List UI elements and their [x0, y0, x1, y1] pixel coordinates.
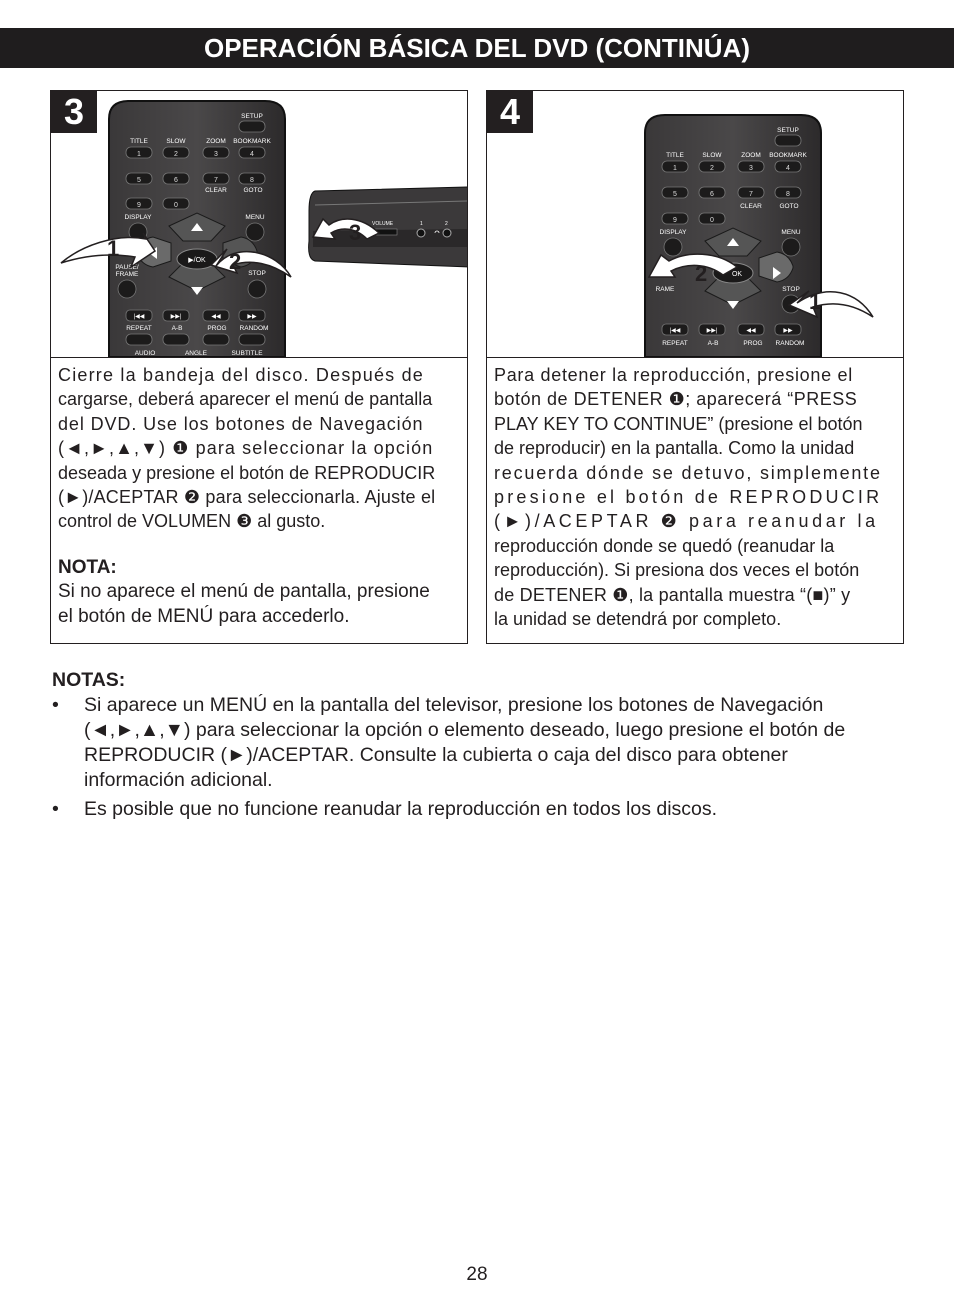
setup-button[interactable] [239, 121, 265, 132]
label-pause: PAUSE/ [115, 264, 139, 271]
svg-text:CLEAR: CLEAR [740, 203, 762, 210]
label-audio: AUDIO [134, 350, 156, 357]
svg-text:REPEAT: REPEAT [662, 340, 688, 347]
svg-text:SETUP: SETUP [777, 127, 799, 134]
svg-text:RAME: RAME [655, 286, 675, 293]
svg-text:DISPLAY: DISPLAY [659, 229, 687, 236]
callout-2: 2 [229, 249, 242, 274]
label-title: TITLE [130, 138, 148, 145]
svg-text:|◀◀: |◀◀ [669, 328, 681, 334]
nota-heading: NOTA: [58, 556, 117, 578]
headphone-jack-2 [443, 229, 451, 237]
svg-text:STOP: STOP [782, 286, 800, 293]
label-zoom: ZOOM [206, 138, 226, 145]
setup-button[interactable] [775, 135, 801, 146]
label-frame: FRAME [115, 271, 139, 278]
svg-text:◀◀: ◀◀ [746, 328, 756, 334]
label-goto: GOTO [243, 187, 263, 194]
label-setup: SETUP [241, 113, 263, 120]
label-subtitle: SUBTITLE [231, 350, 263, 357]
step-3-illustration [51, 91, 467, 358]
svg-text:BOOKMARK: BOOKMARK [769, 152, 807, 159]
svg-text:5: 5 [137, 177, 141, 184]
svg-text:PROG: PROG [743, 340, 763, 347]
label-stop: STOP [248, 270, 266, 277]
svg-text:1: 1 [673, 165, 677, 172]
svg-text:1: 1 [137, 151, 141, 158]
svg-text:6: 6 [174, 177, 178, 184]
label-menu: MENU [245, 214, 265, 221]
step-number: 4 [487, 91, 533, 133]
svg-text:▶▶: ▶▶ [783, 328, 793, 334]
label-bookmark: BOOKMARK [233, 138, 271, 145]
step-4-panel [486, 90, 904, 644]
svg-text:3: 3 [749, 165, 753, 172]
svg-text:◀◀: ◀◀ [211, 314, 221, 320]
list-item: • Es posible que no funcione reanudar la reproducción en todos los discos. [52, 797, 912, 822]
list-item: • Si aparece un MENÚ en la pantalla del televisor, presione los botones de Navegación (◄,►,▲,▼) para seleccionar la opción o elemento deseado, luego presione el botón de REPRODUCIR (►)/ACEPTAR. Consulte la cubierta o caja del disco para obtener información adicional. [52, 693, 912, 793]
svg-text:9: 9 [137, 202, 141, 209]
svg-text:8: 8 [250, 177, 254, 184]
svg-text:2: 2 [445, 221, 448, 227]
svg-text:▶▶: ▶▶ [247, 314, 257, 320]
label-slow: SLOW [166, 138, 186, 145]
label-repeat: REPEAT [126, 325, 152, 332]
display-button[interactable] [664, 238, 682, 256]
callout-3: 3 [349, 220, 362, 245]
callout-1: 1 [107, 236, 120, 261]
callout-1: 1 [809, 289, 822, 314]
svg-text:4: 4 [250, 151, 254, 158]
svg-text:4: 4 [786, 165, 790, 172]
svg-text:0: 0 [174, 202, 178, 209]
svg-text:A-B: A-B [707, 340, 719, 347]
svg-text:2: 2 [174, 151, 178, 158]
svg-text:MENU: MENU [781, 229, 801, 236]
svg-text:TITLE: TITLE [666, 152, 684, 159]
svg-text:0: 0 [710, 217, 714, 224]
page-title: OPERACIÓN BÁSICA DEL DVD (CONTINÚA) [0, 28, 954, 68]
svg-text:GOTO: GOTO [779, 203, 799, 210]
notes-heading: NOTAS: [52, 669, 126, 691]
remote-control-illustration [51, 91, 467, 357]
svg-text:7: 7 [214, 177, 218, 184]
remote-control-illustration-4 [487, 91, 903, 357]
label-random: RANDOM [239, 325, 269, 332]
svg-text:SLOW: SLOW [702, 152, 722, 159]
label-display: DISPLAY [124, 214, 152, 221]
label-clear: CLEAR [205, 187, 227, 194]
svg-text:1: 1 [420, 221, 423, 227]
label-angle: ANGLE [184, 350, 208, 357]
page-number: 28 [466, 1264, 488, 1285]
step-number: 3 [51, 91, 97, 133]
svg-text:2: 2 [710, 165, 714, 172]
repeat-button[interactable] [126, 334, 152, 345]
svg-text:5: 5 [673, 191, 677, 198]
svg-text:9: 9 [673, 217, 677, 224]
step-4-text: Para detener la reproducción, presione el botón de DETENER ❶; aparecerá “PRESS PLAY KEY TO CONTINUE” (presione el botón de reproducir) en la pantalla. Como la unidad recuerda dónde se detuvo, simplemente presione el botón de REPRODUCIR (►)/ACEPTAR ❷ para reanudar la reproducción donde se quedó (reanudar la reproducción). Si presiona dos veces el botón de DETENER ❶, la pantalla muestra “(■)” y la unidad se detendrá por completo. [494, 365, 883, 630]
step-3-text: Cierre la bandeja del disco. Después de cargarse, deberá aparecer el menú de pantalla del DVD. Use los botones de Navegación (◄,►,▲,▼) ❶ para seleccionar la opción deseada y presione el botón de REPRODUCIR (►)/ACEPTAR ❷ para seleccionarla. Ajuste el control de VOLUMEN ❸ al gusto. NOTA: Si no aparece el menú de pantalla, presione el botón de MENÚ para accederlo. [58, 363, 462, 629]
label-prog: PROG [207, 325, 227, 332]
notes-section [52, 668, 912, 826]
svg-text:RANDOM: RANDOM [775, 340, 805, 347]
svg-text:OK: OK [731, 271, 743, 278]
pause-frame-button[interactable] [118, 280, 136, 298]
svg-text:3: 3 [214, 151, 218, 158]
random-button[interactable] [239, 334, 265, 345]
stop-button[interactable] [248, 280, 266, 298]
svg-text:8: 8 [786, 191, 790, 198]
menu-button[interactable] [782, 238, 800, 256]
label-ab: A-B [171, 325, 183, 332]
svg-text:ZOOM: ZOOM [741, 152, 761, 159]
headphone-jack-1 [417, 229, 425, 237]
svg-text:7: 7 [749, 191, 753, 198]
svg-text:▶/OK: ▶/OK [188, 257, 206, 264]
svg-text:|◀◀: |◀◀ [133, 314, 145, 320]
step-3-panel [50, 90, 468, 644]
step-4-illustration [487, 91, 903, 358]
callout-2: 2 [695, 261, 708, 286]
svg-text:▶▶|: ▶▶| [706, 328, 718, 334]
svg-text:▶▶|: ▶▶| [170, 314, 182, 320]
label-volume: VOLUME [372, 221, 394, 227]
prog-button[interactable] [203, 334, 229, 345]
ab-button[interactable] [163, 334, 189, 345]
svg-text:6: 6 [710, 191, 714, 198]
menu-button[interactable] [246, 223, 264, 241]
